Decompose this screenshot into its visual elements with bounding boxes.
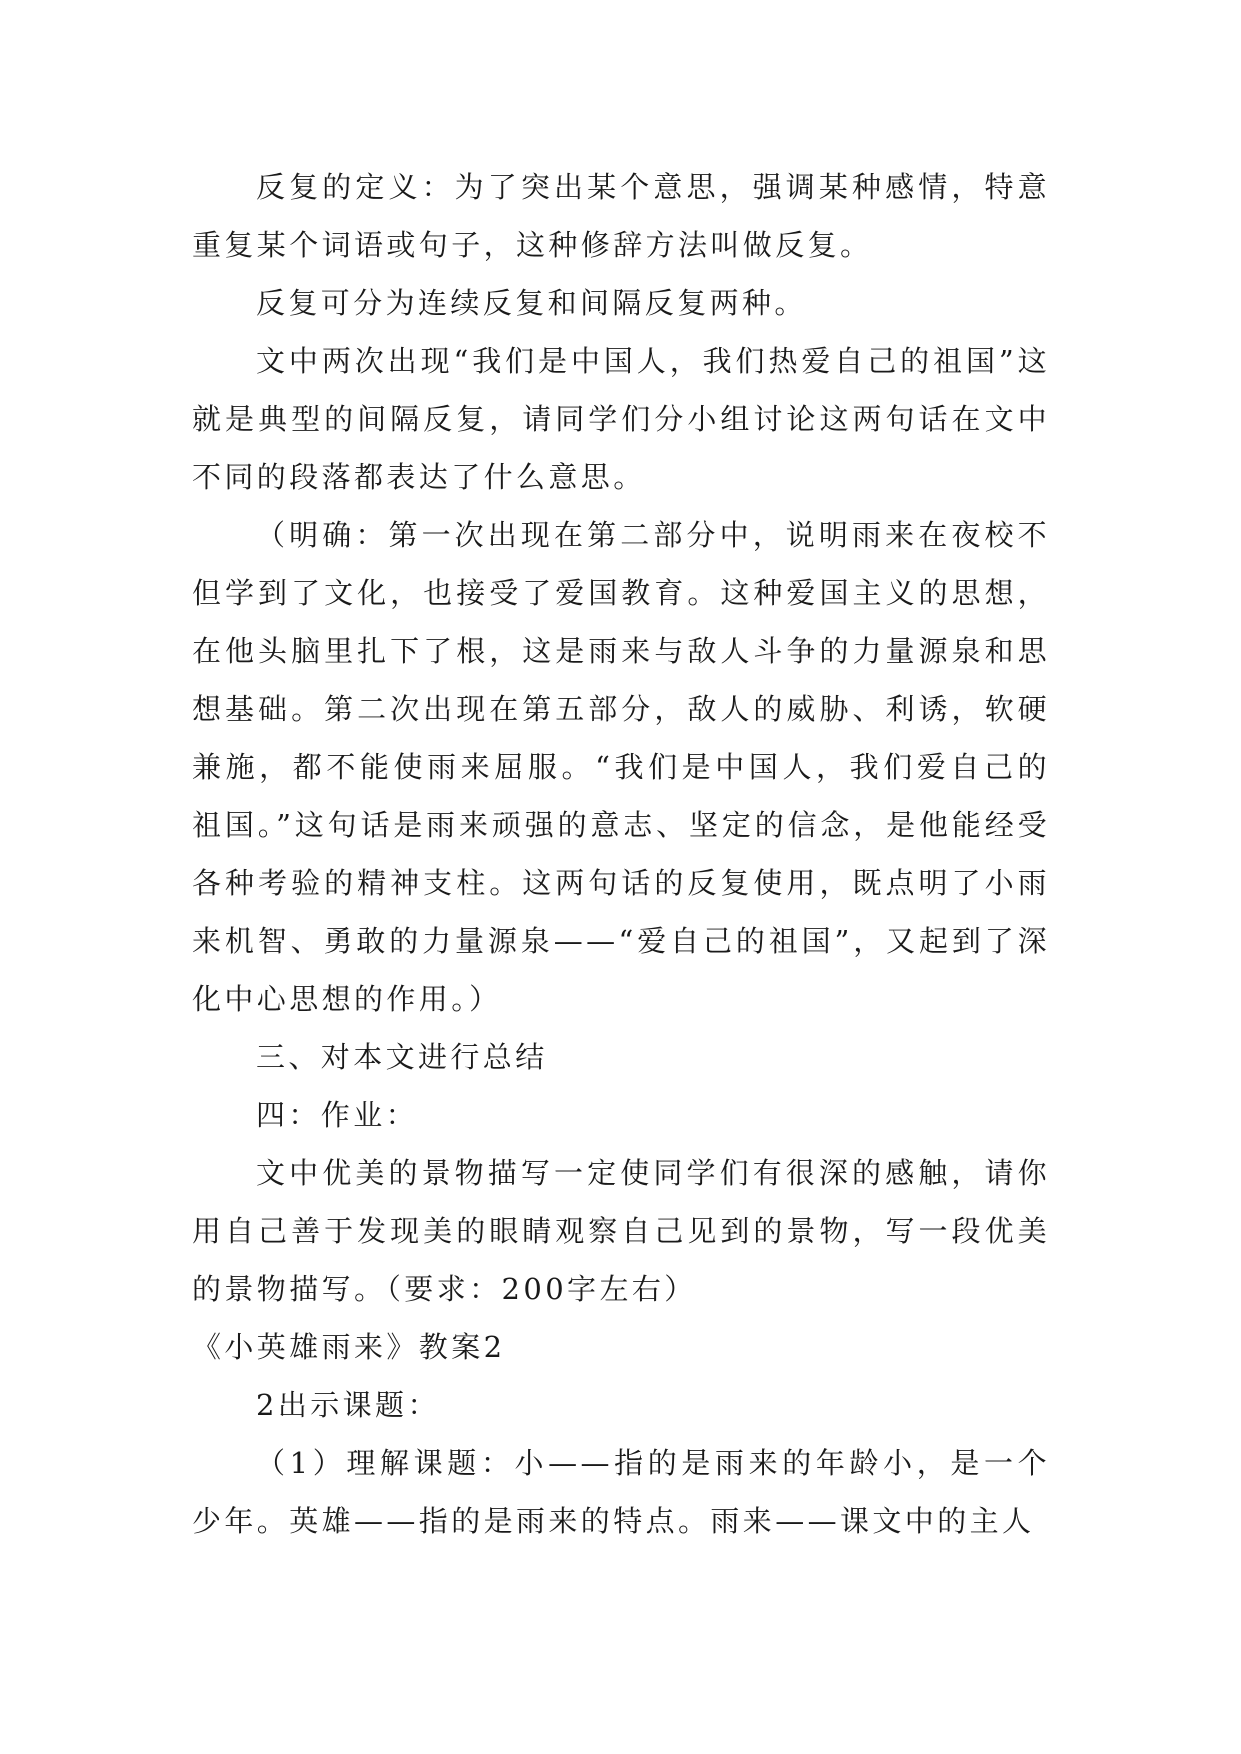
paragraph-types: 反复可分为连续反复和间隔反复两种。 [256,286,807,320]
paragraph-topic-explanation: （1）理解课题：小——指的是雨来的年龄小，是一个少年。英雄——指的是雨来的特点。雨来——课文中的主人 [192,1446,1050,1538]
paragraph-answer: （明确：第一次出现在第二部分中，说明雨来在夜校不但学到了文化，也接受了爱国教育。这种爱国主义的思想，在他头脑里扎下了根，这是雨来与敌人斗争的力量源泉和思想基础。第二次出现在第五部分，敌人的威胁、利诱，软硬兼施，都不能使雨来屈服。“我们是中国人，我们爱自己的祖国。”这句话是雨来顽强的意志、坚定的信念，是他能经受各种考验的精神支柱。这两句话的反复使用，既点明了小雨来机智、勇敢的力量源泉——“爱自己的祖国”，又起到了深化中心思想的作用。） [192,518,1050,1016]
paragraph-homework: 文中优美的景物描写一定使同学们有很深的感触，请你用自己善于发现美的眼睛观察自己见到的景物，写一段优美的景物描写。（要求：200字左右） [192,1156,1050,1306]
heading-summary: 三、对本文进行总结 [256,1040,548,1074]
heading-homework: 四：作业： [256,1098,419,1132]
paragraph-definition: 反复的定义：为了突出某个意思，强调某种感情，特意重复某个词语或句子，这种修辞方法叫做反复。 [192,170,1050,262]
lesson-title: 《小英雄雨来》教案2 [192,1330,506,1364]
heading-show-topic: 2出示课题： [256,1388,440,1422]
document-body [192,158,1050,1550]
paragraph-discussion: 文中两次出现“我们是中国人，我们热爱自己的祖国”这就是典型的间隔反复，请同学们分小组讨论这两句话在文中不同的段落都表达了什么意思。 [192,344,1050,494]
